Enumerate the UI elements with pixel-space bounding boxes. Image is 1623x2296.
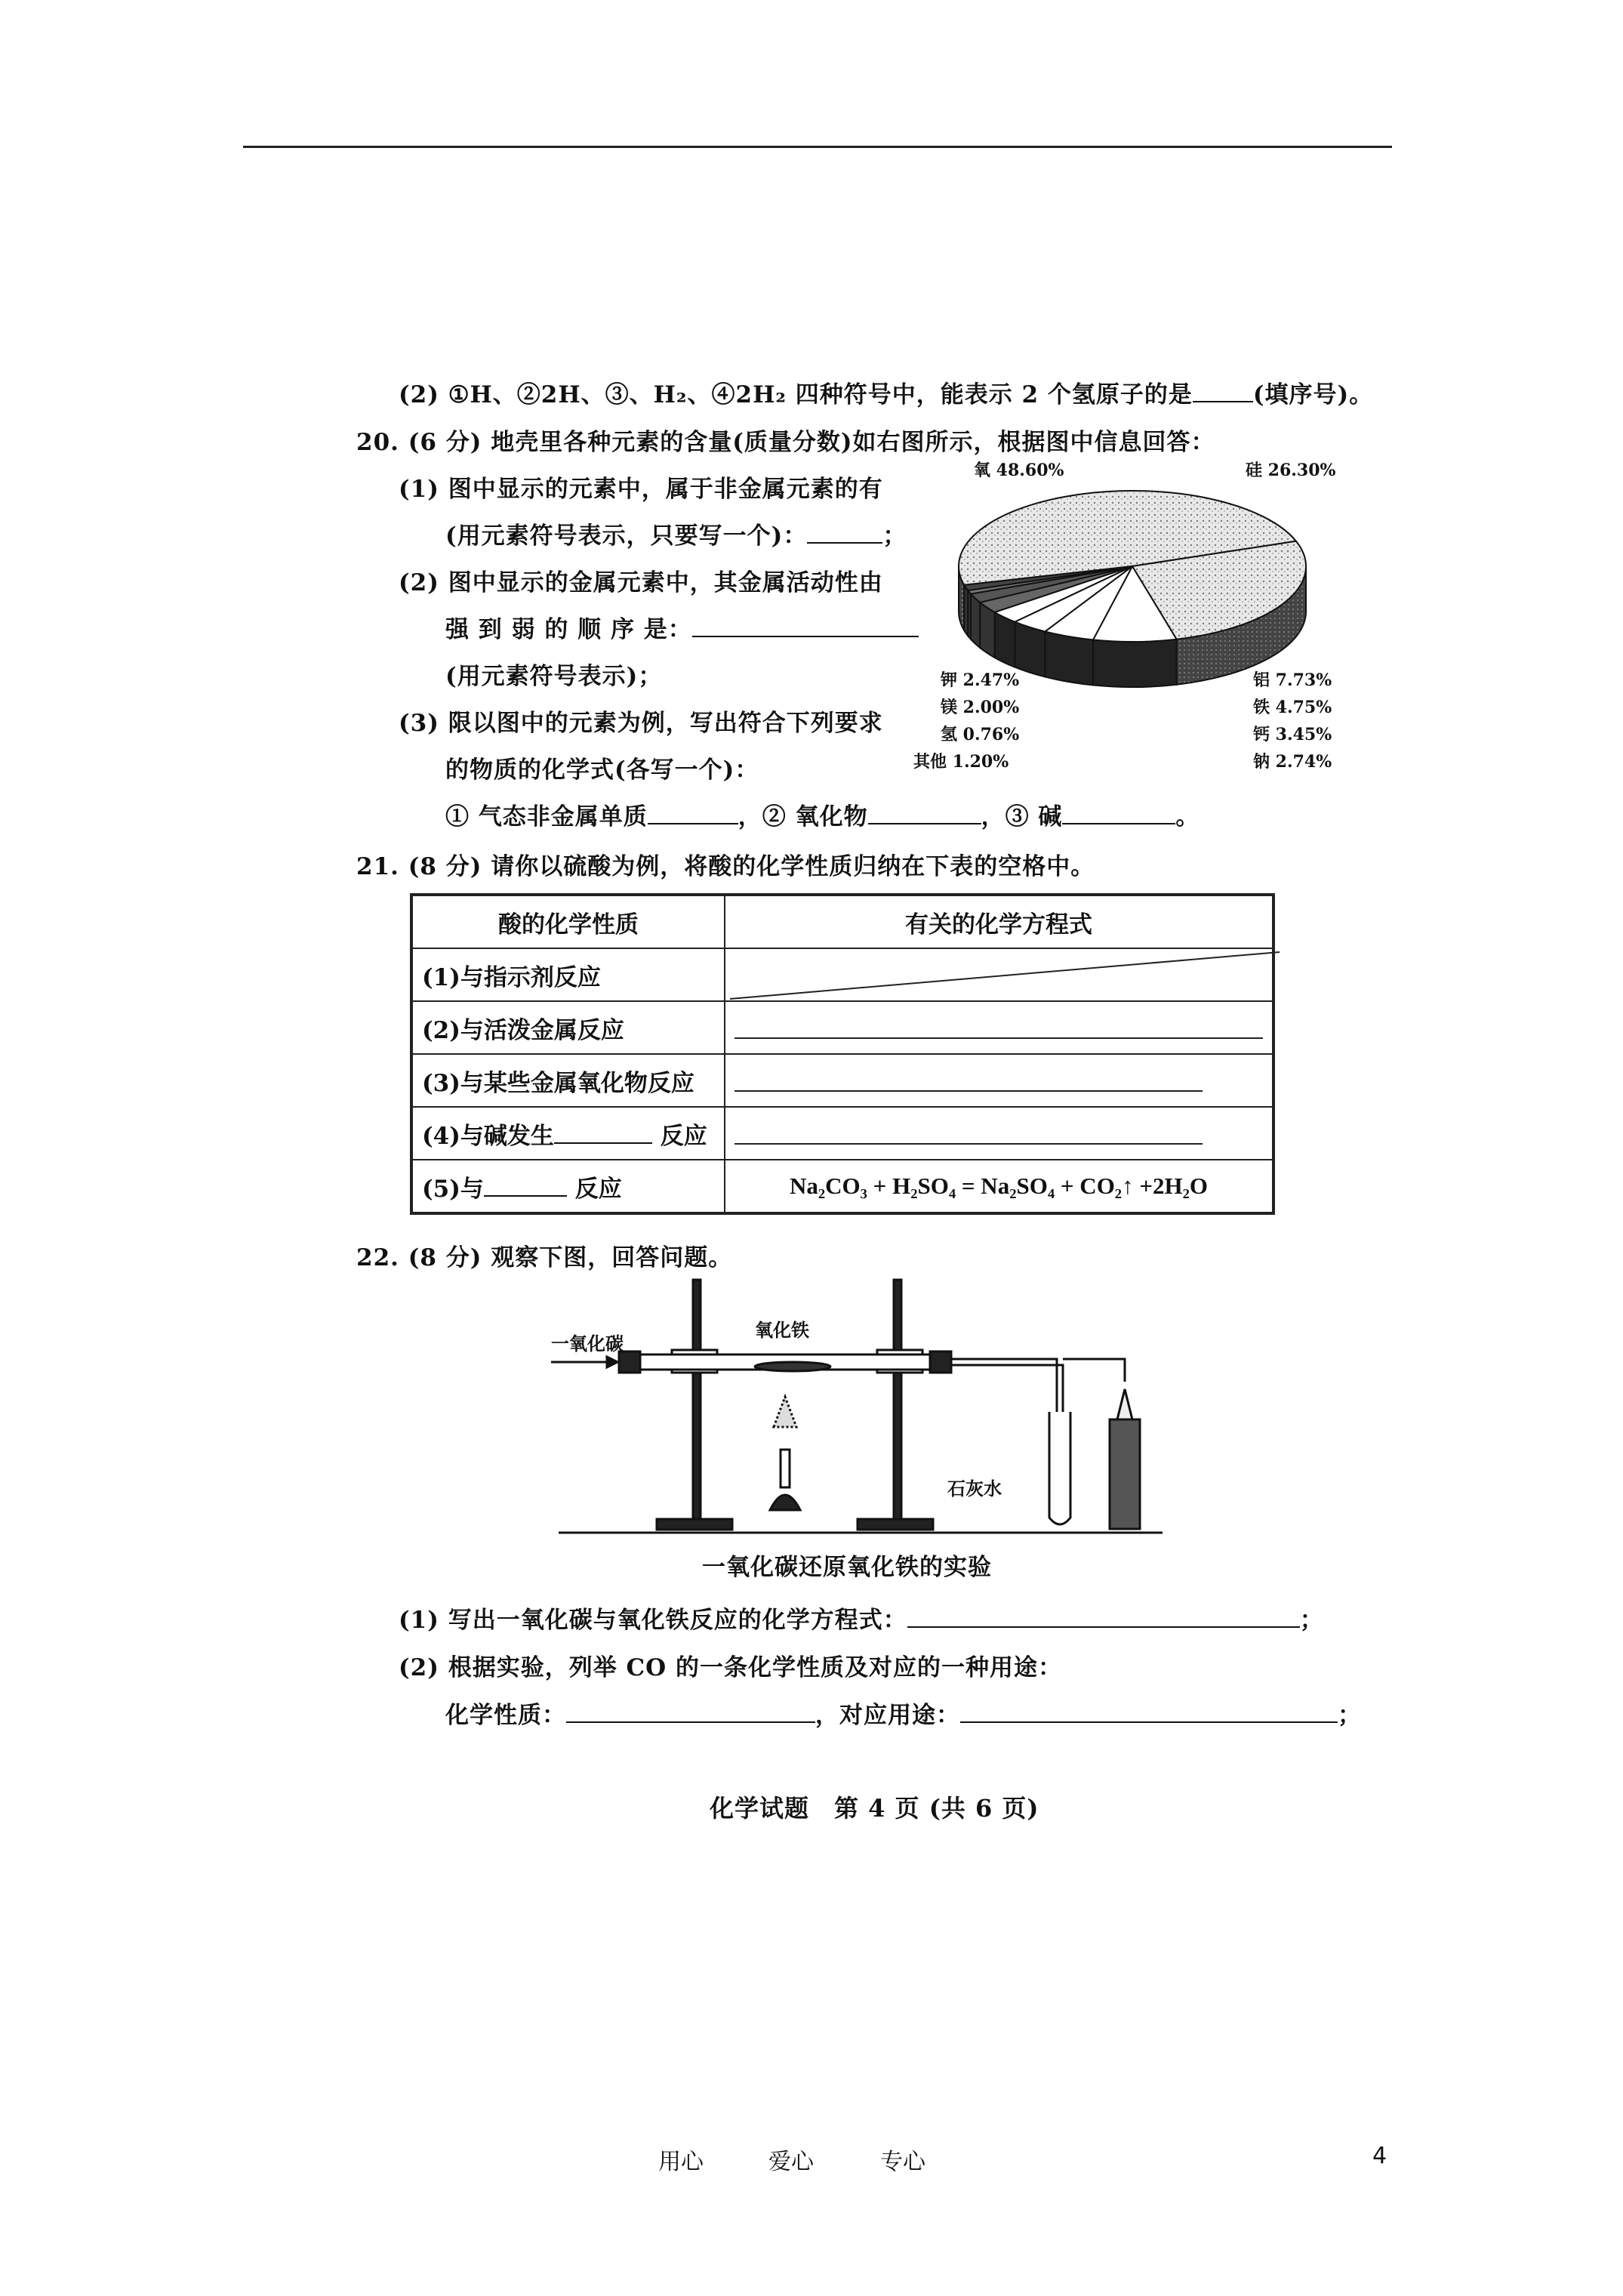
q20-nonmetal-blank[interactable] [807,521,882,544]
footer-motto-1: 用心 [658,2149,704,2175]
co-reduction-apparatus [528,1276,1193,1540]
pie-top [959,491,1306,642]
q20-p1b [445,516,907,550]
q20-oxide-blank[interactable] [868,802,981,824]
q20-p3c-1: ① 气态非金属单质 [445,803,648,831]
q19-answer-blank[interactable] [1193,380,1253,402]
pie-label-silicon: 硅 26.30% [1246,461,1336,480]
q22-p2b-2: ，对应用途： [815,1702,960,1729]
footer-motto-2: 爱心 [768,2149,814,2175]
tail-gas-tube [1063,1359,1125,1382]
pie-label-hydrogen: 氢 0.76% [941,725,1020,744]
q20-activity-blank[interactable] [692,615,919,637]
q20-p2b [445,610,919,644]
q20-p1a: (1) 图中显示的元素中，属于非金属元素的有 [399,476,883,503]
page-footer-title: 化学试题 第 4 页 (共 6 页) [710,1794,1039,1823]
table-row [411,1054,1273,1107]
footer-motto-3: 专心 [880,2149,925,2175]
lamp-flame [774,1397,796,1427]
lamp-wick [781,1450,790,1487]
diagonal-strike [725,949,1284,1002]
pie-label-magnesium: 镁 2.00% [941,698,1020,717]
pie-label-sodium: 钠 2.74% [1253,752,1332,772]
test-tube [1049,1412,1070,1524]
row1-property: (1)与指示剂反应 [411,948,725,1001]
figure-caption: 一氧化碳还原氧化铁的实验 [702,1554,992,1581]
crust-element-pie-chart [906,453,1374,800]
row5-equation: Na₂CO₃ + H₂SO₄ = Na₂SO₄ + CO₂↑ +2H₂O [725,1160,1273,1213]
row4-text-b: 反应 [660,1122,707,1150]
pie-label-iron: 铁 4.75% [1253,698,1332,717]
q19-part2-text: (2) ①H、②2H、③、H₂、④2H₂ 四种符号中，能表示 2 个氢原子的是 [399,381,1193,408]
row1-equation-crossed [725,948,1273,1001]
right-lamp-body [1110,1419,1140,1529]
row4-text-a: (4)与碱发生 [422,1122,554,1150]
q20-base-blank[interactable] [1062,802,1175,824]
q22-title: 22. (8 分) 观察下图，回答问题。 [356,1244,733,1271]
pie-side-其他 [964,585,968,636]
row2-property: (2)与活泼金属反应 [411,1001,725,1054]
arrow-head [607,1357,617,1367]
q22-equation-blank[interactable] [907,1605,1300,1628]
q20-p3b: 的物质的化学式(各写一个)： [445,757,759,784]
q20-p3c-4: 。 [1175,803,1200,831]
row4-answer-line[interactable] [735,1143,1203,1145]
q20-gas-blank[interactable] [648,802,738,824]
pie-label-calcium: 钙 3.45% [1253,725,1332,744]
q20-p3c [445,797,1200,831]
row5-text-b: 反应 [574,1175,622,1203]
table-row [411,948,1273,1001]
page-number: 4 [1372,2143,1387,2169]
q20-p1b-end: ； [882,522,907,550]
left-stand-base [657,1519,732,1530]
right-stand-base [858,1519,933,1530]
q22-p2b-end: ； [1338,1702,1362,1729]
pie-label-other: 其他 1.20% [913,752,1009,772]
left-stopper [619,1351,640,1373]
table-row [411,1107,1273,1160]
q20-p2b-text: 强 到 弱 的 顺 序 是： [445,616,692,643]
table-header-row [411,895,1273,948]
pie-side-铝 [1093,639,1177,687]
q22-p2b-1: 化学性质： [445,1702,566,1729]
q20-p2a: (2) 图中显示的金属元素中，其金属活动性由 [399,569,883,596]
row4-equation-blank[interactable] [725,1107,1273,1160]
right-lamp-flame [1117,1389,1132,1419]
row3-equation-blank[interactable] [725,1054,1273,1107]
row3-answer-line[interactable] [735,1090,1203,1092]
table-row [411,1001,1273,1054]
q20-p1b-text: (用元素符号表示，只要写一个)： [445,522,808,550]
left-stand-rod [693,1280,701,1525]
q20-p3c-3: ，③ 碱 [981,803,1063,831]
q22-property-blank[interactable] [566,1700,815,1723]
outlet-tube [951,1359,1057,1423]
alcohol-lamp [770,1495,800,1510]
right-stand-rod [894,1280,901,1525]
q22-use-blank[interactable] [960,1700,1338,1723]
table-header-col2: 有关的化学方程式 [725,895,1273,948]
q22-p2b [445,1696,1362,1730]
row3-property: (3)与某些金属氧化物反应 [411,1054,725,1107]
label-fe2o3: 氧化铁 [755,1319,809,1341]
q22-p1-text: (1) 写出一氧化碳与氧化铁反应的化学方程式： [399,1607,907,1634]
q22-p1 [399,1601,1324,1635]
row4-blank[interactable] [554,1124,652,1144]
q22-p1-end: ； [1299,1607,1324,1634]
q20-p3c-2: ，② 氧化物 [738,803,868,831]
pie-label-oxygen: 氧 48.60% [974,461,1064,480]
q21-title: 21. (8 分) 请你以硫酸为例，将酸的化学性质归纳在下表的空格中。 [356,853,1095,880]
header-rule [243,146,1392,148]
row2-answer-line[interactable] [735,1037,1263,1039]
row4-property [411,1107,725,1160]
pie-label-potassium: 钾 2.47% [941,670,1020,690]
right-stopper [930,1351,951,1373]
pie-label-aluminum: 铝 7.73% [1253,670,1332,690]
q20-p3a: (3) 限以图中的元素为例，写出符合下列要求 [399,710,883,737]
q22-p2: (2) 根据实验，列举 CO 的一条化学性质及对应的一种用途： [399,1654,1062,1681]
row5-text-a: (5)与 [422,1175,484,1203]
iron-oxide-powder [755,1362,830,1371]
table-row [411,1160,1273,1213]
outlet-tube-inner [951,1365,1063,1427]
q20-title: 20. (6 分) 地壳里各种元素的含量(质量分数)如右图所示，根据图中信息回答： [356,429,1215,456]
row2-equation-blank[interactable] [725,1001,1273,1054]
q20-p2c: (用元素符号表示)； [445,663,663,690]
table-header-col1: 酸的化学性质 [411,895,725,948]
q19-part2-end: (填序号)。 [1252,381,1374,408]
label-co: 一氧化碳 [551,1333,624,1354]
row5-property [411,1160,725,1213]
row5-blank[interactable] [484,1177,567,1197]
label-limewater: 石灰水 [947,1478,1002,1499]
q19-part2 [399,375,1373,409]
acid-properties-table [410,893,1275,1215]
